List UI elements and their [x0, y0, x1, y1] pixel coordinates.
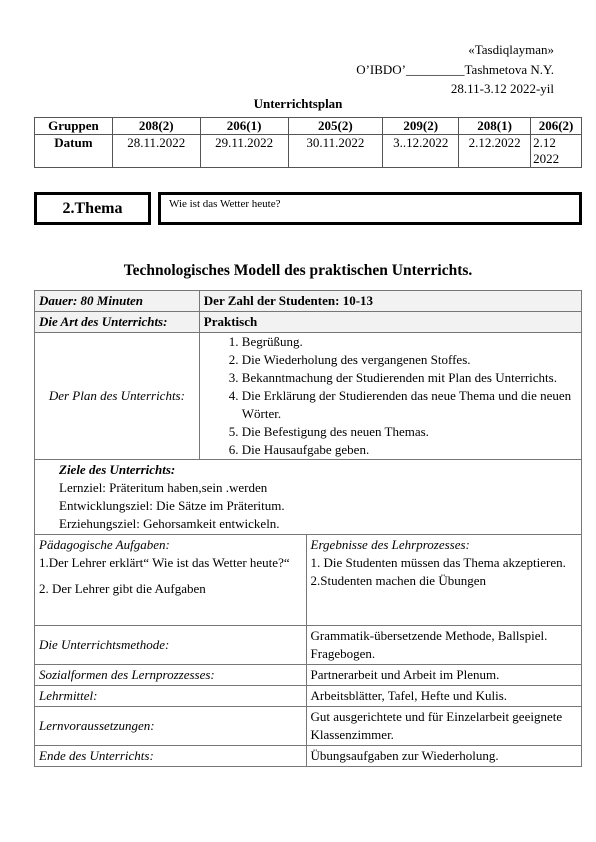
plan-steps-cell: [199, 333, 581, 460]
date-cell: 2.12.2022: [459, 135, 531, 168]
plan-step: 4. Die Erklärung der Studierenden das neue Thema und die neuen Wörter.: [242, 387, 577, 423]
duration-label: Dauer: 80 Minuten: [35, 291, 200, 312]
plan-steps-list: [204, 333, 577, 459]
goal-item: Erziehungsziel: Gehorsamkeit entwickeln.: [59, 516, 280, 531]
goals-cell: [35, 460, 582, 535]
approval-line: O’IBDO’_________Tashmetova N.Y.: [356, 62, 554, 77]
social-forms-value: Partnerarbeit und Arbeit im Plenum.: [306, 665, 581, 686]
task-item: 2. Der Lehrer gibt die Aufgaben: [39, 581, 206, 596]
lesson-end-value: Übungsaufgaben zur Wiederholung.: [306, 746, 581, 767]
method-row: [35, 626, 582, 665]
goal-item: Entwicklungsziel: Die Sätze im Präteritum.: [59, 498, 285, 513]
plan-step: 2. Die Wiederholung des vergangenen Stoffes.: [242, 351, 577, 369]
social-forms-row: [35, 665, 582, 686]
group-cell: 205(2): [288, 118, 383, 135]
schedule-groups-row: [35, 118, 582, 135]
date-cell: 3..12.2022: [383, 135, 459, 168]
prerequisites-value: Gut ausgerichtete und für Einzelarbeit geeignete Klassenzimmer.: [306, 707, 581, 746]
type-value: Praktisch: [199, 312, 581, 333]
method-label: Die Unterrichtsmethode:: [35, 626, 307, 665]
materials-value: Arbeitsblätter, Tafel, Hefte und Kulis.: [306, 686, 581, 707]
goal-item: Lernziel: Präteritum haben,sein .werden: [59, 480, 268, 495]
materials-label: Lehrmittel:: [35, 686, 307, 707]
group-cell: 208(2): [112, 118, 200, 135]
type-row: [35, 312, 582, 333]
schedule-dates-row: [35, 135, 582, 168]
thema-label: 2.Thema: [34, 192, 151, 225]
prerequisites-row: [35, 707, 582, 746]
schedule-table: [34, 117, 582, 168]
goals-row: [35, 460, 582, 535]
results-title: Ergebnisse des Lehrprozesses:: [310, 537, 470, 552]
goals-title: Ziele des Unterrichts:: [59, 462, 176, 477]
plan-title: Unterrichtsplan: [253, 96, 343, 111]
plan-step: 1. Begrüßung.: [242, 333, 577, 351]
date-cell: 2.12 2022: [531, 135, 582, 168]
approval-title: «Tasdiqlayman»: [468, 42, 554, 57]
type-label: Die Art des Unterrichts:: [35, 312, 200, 333]
prerequisites-label: Lernvoraussetzungen:: [35, 707, 307, 746]
date-cell: 29.11.2022: [200, 135, 288, 168]
plan-step: 6. Die Hausaufgabe geben.: [242, 441, 577, 459]
lesson-end-label: Ende des Unterrichts:: [35, 746, 307, 767]
students-label: Der Zahl der Studenten: 10-13: [199, 291, 581, 312]
dates-label: Datum: [35, 135, 113, 168]
materials-row: [35, 686, 582, 707]
group-cell: 206(2): [531, 118, 582, 135]
plan-row: [35, 333, 582, 460]
duration-row: [35, 291, 582, 312]
lesson-model-table: [34, 290, 582, 767]
date-cell: 28.11.2022: [112, 135, 200, 168]
method-value: Grammatik-übersetzende Methode, Ballspiel. Fragebogen.: [306, 626, 581, 665]
tasks-title: Pädagogische Aufgaben:: [39, 537, 170, 552]
thema-text: Wie ist das Wetter heute?: [158, 192, 582, 225]
results-cell: [306, 535, 581, 626]
lesson-end-row: [35, 746, 582, 767]
result-item: 1. Die Studenten müssen das Thema akzeptieren.: [310, 555, 566, 570]
plan-step: 3. Bekanntmachung der Studierenden mit Plan des Unterrichts.: [242, 369, 577, 387]
date-cell: 30.11.2022: [288, 135, 383, 168]
task-item: 1.Der Lehrer erklärt“ Wie ist das Wetter heute?“: [39, 555, 290, 570]
groups-label: Gruppen: [35, 118, 113, 135]
plan-label: Der Plan des Unterrichts:: [35, 333, 200, 460]
approval-date: 28.11-3.12 2022-yil: [450, 81, 554, 96]
plan-step: 5. Die Befestigung des neuen Themas.: [242, 423, 577, 441]
tasks-results-row: [35, 535, 582, 626]
result-item: 2.Studenten machen die Übungen: [310, 573, 486, 588]
group-cell: 206(1): [200, 118, 288, 135]
group-cell: 208(1): [459, 118, 531, 135]
model-title: Technologisches Modell des praktischen Unterrichts.: [123, 262, 473, 279]
tasks-cell: [35, 535, 307, 626]
group-cell: 209(2): [383, 118, 459, 135]
social-forms-label: Sozialformen des Lernprozzesses:: [35, 665, 307, 686]
